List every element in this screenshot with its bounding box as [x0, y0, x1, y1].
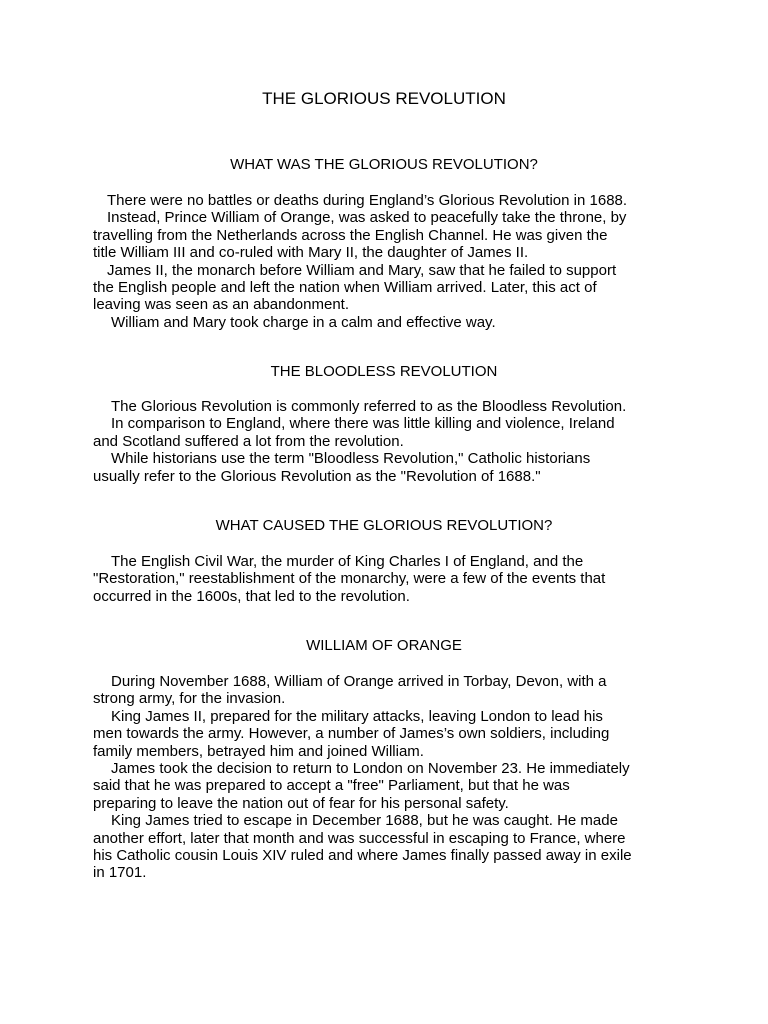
section-body-what-caused [93, 553, 683, 605]
section-heading-what-caused: WHAT CAUSED THE GLORIOUS REVOLUTION? [215, 517, 553, 534]
section-body-william-of-orange [93, 673, 683, 882]
paragraph-line: King James tried to escape in December 1688, but he was caught. He made [111, 812, 618, 830]
paragraph-line: Instead, Prince William of Orange, was asked to peacefully take the throne, by [107, 209, 627, 227]
paragraph-line: occurred in the 1600s, that led to the revolution. [93, 587, 410, 605]
paragraph-line: William and Mary took charge in a calm and effective way. [111, 313, 496, 331]
paragraph-line: "Restoration," reestablishment of the monarchy, were a few of the events that [93, 570, 606, 588]
paragraph-line: the English people and left the nation when William arrived. Later, this act of [93, 279, 597, 297]
paragraph-line: travelling from the Netherlands across the English Channel. He was given the [93, 226, 608, 244]
paragraph-line: another effort, later that month and was successful in escaping to France, where [93, 829, 626, 847]
section-heading-william-of-orange: WILLIAM OF ORANGE [306, 637, 462, 654]
section-body-what-was [93, 192, 683, 331]
paragraph-line: title William III and co-ruled with Mary II, the daughter of James II. [93, 244, 529, 262]
paragraph-line: in 1701. [93, 864, 147, 882]
paragraph-line: There were no battles or deaths during England’s Glorious Revolution in 1688. [107, 192, 628, 209]
paragraph-line: said that he was prepared to accept a "free" Parliament, but that he was [93, 777, 570, 795]
document-title: THE GLORIOUS REVOLUTION [262, 89, 506, 108]
paragraph-line: The Glorious Revolution is commonly referred to as the Bloodless Revolution. [111, 398, 627, 415]
paragraph-line: usually refer to the Glorious Revolution as the "Revolution of 1688." [93, 467, 541, 485]
paragraph-line: While historians use the term "Bloodless Revolution," Catholic historians [111, 450, 591, 468]
paragraph-line: his Catholic cousin Louis XIV ruled and where James finally passed away in exile [93, 847, 632, 865]
paragraph-line: The English Civil War, the murder of King Charles I of England, and the [111, 553, 584, 570]
section-heading-bloodless: THE BLOODLESS REVOLUTION [270, 363, 498, 380]
paragraph-line: strong army, for the invasion. [93, 690, 286, 708]
paragraph-line: King James II, prepared for the military attacks, leaving London to lead his [111, 707, 603, 725]
paragraph-line: James took the decision to return to London on November 23. He immediately [111, 760, 630, 778]
paragraph-line: and Scotland suffered a lot from the revolution. [93, 432, 404, 450]
section-heading-what-was: WHAT WAS THE GLORIOUS REVOLUTION? [230, 156, 538, 173]
paragraph-line: leaving was seen as an abandonment. [93, 296, 350, 314]
paragraph-line: preparing to leave the nation out of fear for his personal safety. [93, 794, 509, 812]
paragraph-line: men towards the army. However, a number of James’s own soldiers, including [93, 725, 610, 743]
section-body-bloodless [93, 398, 683, 485]
paragraph-line: family members, betrayed him and joined William. [93, 742, 424, 760]
paragraph-line: In comparison to England, where there was little killing and violence, Ireland [111, 415, 615, 433]
paragraph-line: During November 1688, William of Orange arrived in Torbay, Devon, with a [111, 673, 607, 690]
paragraph-line: James II, the monarch before William and Mary, saw that he failed to support [107, 261, 617, 279]
